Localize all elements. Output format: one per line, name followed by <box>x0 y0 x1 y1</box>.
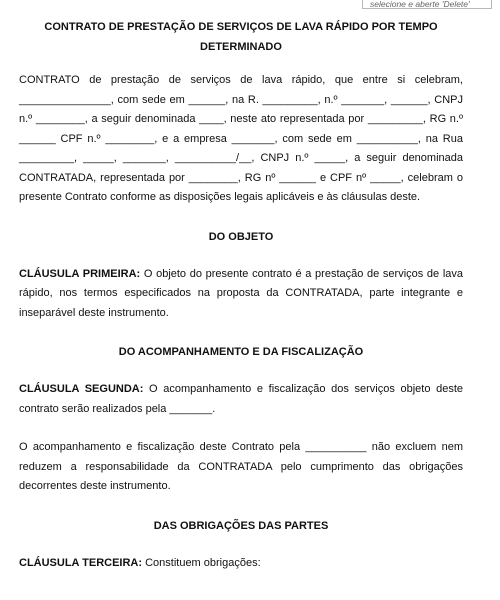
delete-hint-box <box>362 0 492 9</box>
contract-document <box>19 17 463 573</box>
clause-terceira <box>19 554 463 574</box>
clause-primeira <box>19 265 463 324</box>
delete-hint-text: selecione e aberte 'Delete' <box>370 0 470 9</box>
preamble-paragraph: CONTRATO de prestação de serviços de lava rápido, que entre si celebram, _______________, com sede em ______, na R. _________, n.º _______, ______, CNPJ n.º ________, a seguir denominada ____, neste ato representada por _________, RG n.º ______ CPF n.º ________, e a empresa _______, com sede em __________, na Rua _________, _____, _______, __________/__, CNPJ n.º _____, a seguir denominada CONTRATADA, representada por ________, RG nº ______ e CPF nº _____, celebram o presente Contrato conforme as disposições legais aplicáveis e às cláusulas deste. <box>19 74 463 203</box>
fiscalizacao-paragraph: O acompanhamento e fiscalização deste Contrato pela __________ não excluem nem reduzem a responsabilidade da CONTRATADA pelo cumprimento das obrigações decorrentes deste instrumento. <box>19 441 463 492</box>
clause-segunda <box>19 380 463 419</box>
section-heading-obrigacoes: DAS OBRIGAÇÕES DAS PARTES <box>153 519 329 532</box>
clause-terceira-text: Constituem obrigações: <box>142 556 261 569</box>
clause-primeira-label: CLÁUSULA PRIMEIRA: <box>19 267 141 280</box>
clause-segunda-label: CLÁUSULA SEGUNDA: <box>19 383 144 395</box>
section-heading-fiscalizacao: DO ACOMPANHAMENTO E DA FISCALIZAÇÃO <box>118 346 364 358</box>
document-title: CONTRATO DE PRESTAÇÃO DE SERVIÇOS DE LAVA RÁPIDO POR TEMPO DETERMINADO <box>44 21 438 53</box>
clause-terceira-label: CLÁUSULA TERCEIRA: <box>19 556 143 569</box>
clause-primeira-text: O objeto do presente contrato é a prestação de serviços de lava rápido, nos termos especificados na proposta da CONTRATADA, parte integrante e inseparável deste instrumento. <box>19 267 463 319</box>
clause-segunda-text: O acompanhamento e fiscalização dos serviços objeto deste contrato serão realizados pela _______. <box>19 383 463 415</box>
section-heading-objeto: DO OBJETO <box>208 230 274 243</box>
